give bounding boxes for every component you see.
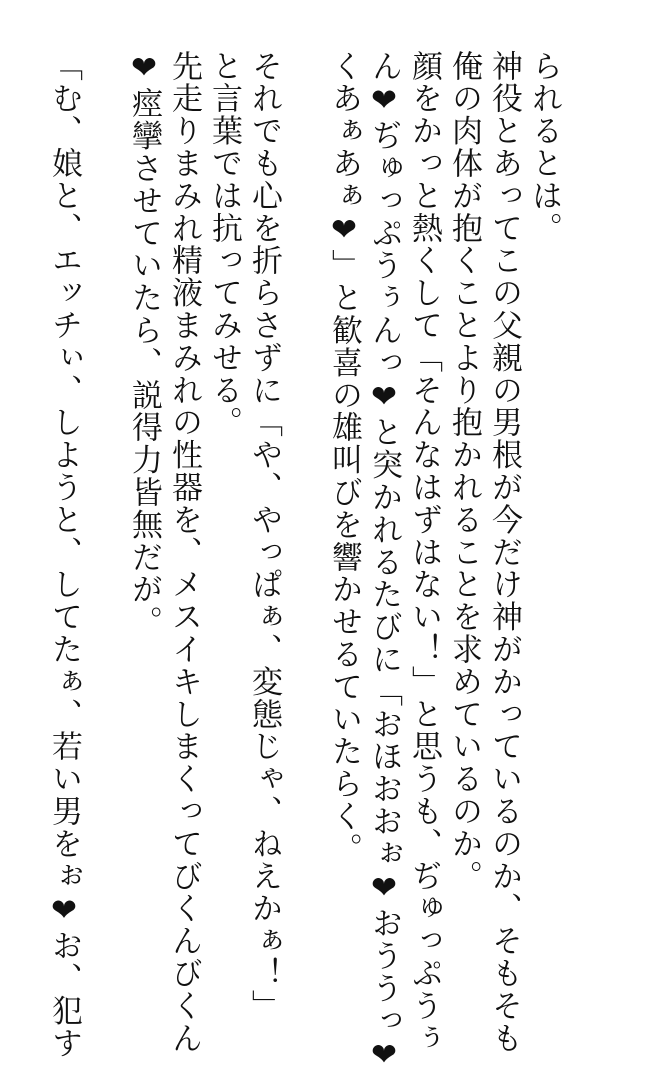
text-column: ん❤ぢゅっぷうぅんっ❤と突かれるたびに「おほおおぉ❤おううっ❤ [366,50,402,1074]
text-column: 「む、娘と、エッチぃ、しようと、してたぁ、若い男をぉ❤お、犯す [46,50,82,1060]
text-column: 顔をかっと熱くして「そんなはずはない！」と思うも、ぢゅっぷうぅ [406,50,442,1055]
text-column: 俺の肉体が抱くことより抱かれることを求めているのか。 [446,50,482,893]
text-column: 神役とあってこの父親の男根が今だけ神がかっているのか、そもそも [486,50,522,1055]
text-column: ❤痙攣させていたら、説得力皆無だが。 [126,50,162,639]
text-column: と言葉では抗ってみせる。 [206,50,242,439]
blank-column [84,50,124,900]
blank-column [284,50,324,900]
text-column: 先走りまみれ精液まみれの性器を、メスイキしまくってびくんびくん [166,50,202,1055]
text-column: られるとは。 [526,50,562,245]
text-column: それでも心を折らさずに「や、やっぱぁ、変態じゃ、ねえかぁ！」 [246,50,282,1022]
text-column: くあぁあぁ❤」と歓喜の雄叫びを響かせるていたらく。 [326,50,362,865]
